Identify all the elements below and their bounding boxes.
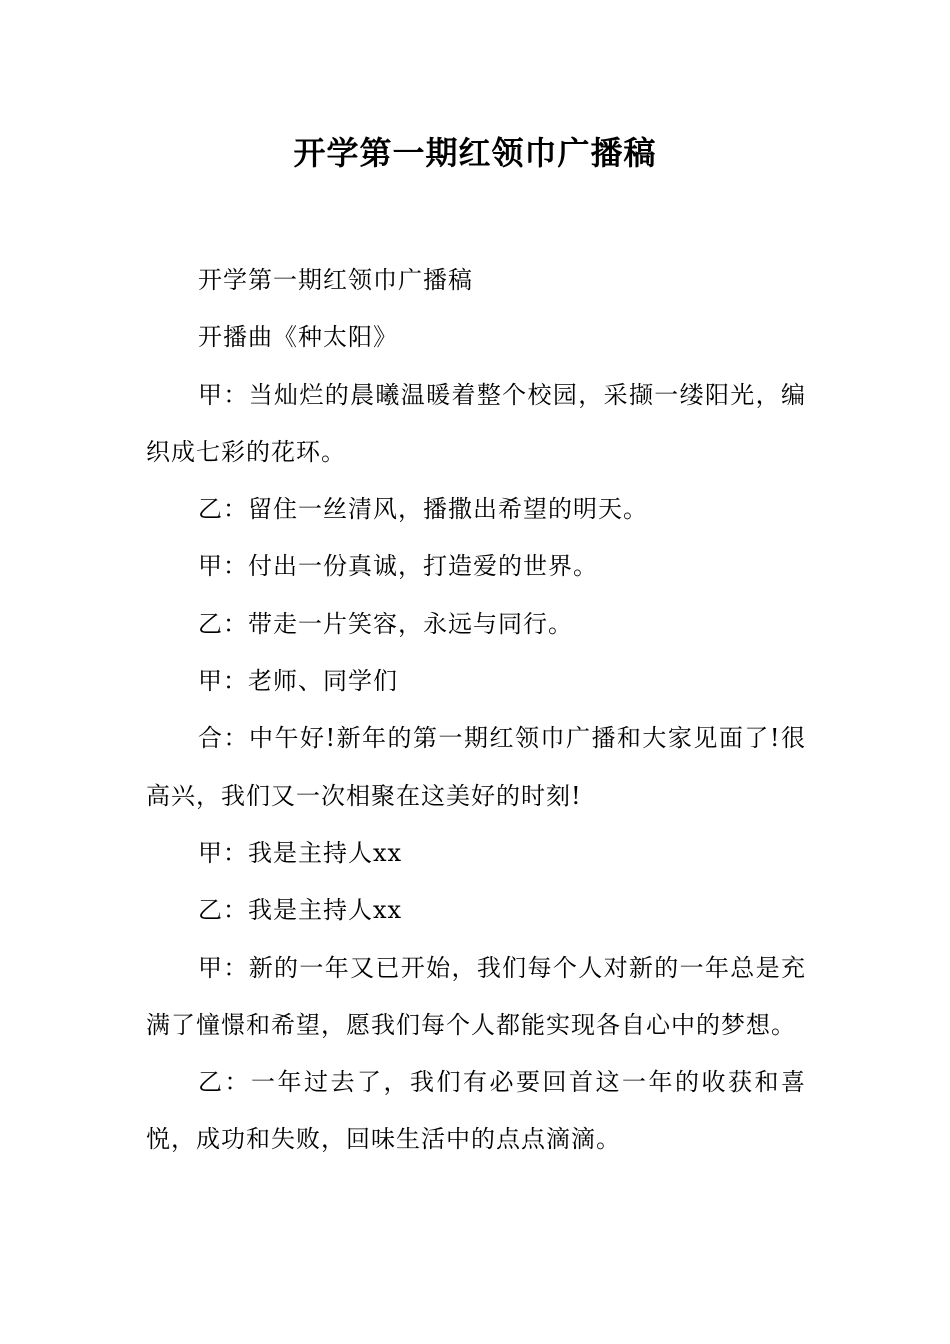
document-body: [146, 252, 806, 1169]
paragraph-line: 乙：我是主持人xx: [198, 896, 403, 925]
paragraph-line: 乙：留住一丝清风，播撒出希望的明天。: [198, 495, 648, 524]
paragraph-line: 甲：新的一年又已开始，我们每个人对新的一年总是充满了憧憬和希望，愿我们每个人都能实现各自心中的梦想。: [146, 953, 806, 1039]
paragraph-line: 甲：老师、同学们: [198, 667, 398, 696]
paragraph-heading: 开学第一期红领巾广播稿: [198, 266, 473, 294]
paragraph-opening-song: 开播曲《种太阳》: [198, 323, 398, 352]
paragraph-line: 乙：一年过去了，我们有必要回首这一年的收获和喜悦，成功和失败，回味生活中的点点滴滴。: [146, 1068, 806, 1154]
document-title: 开学第一期红领巾广播稿: [293, 134, 657, 172]
paragraph-line: 甲：付出一份真诚，打造爱的世界。: [198, 552, 598, 581]
paragraph-line: 合：中午好!新年的第一期红领巾广播和大家见面了!很高兴，我们又一次相聚在这美好的时刻!: [146, 724, 806, 810]
paragraph-line: 甲：当灿烂的晨曦温暖着整个校园，采撷一缕阳光，编织成七彩的花环。: [146, 380, 806, 466]
paragraph-line: 乙：带走一片笑容，永远与同行。: [198, 609, 573, 638]
paragraph-line: 甲：我是主持人xx: [198, 838, 403, 867]
